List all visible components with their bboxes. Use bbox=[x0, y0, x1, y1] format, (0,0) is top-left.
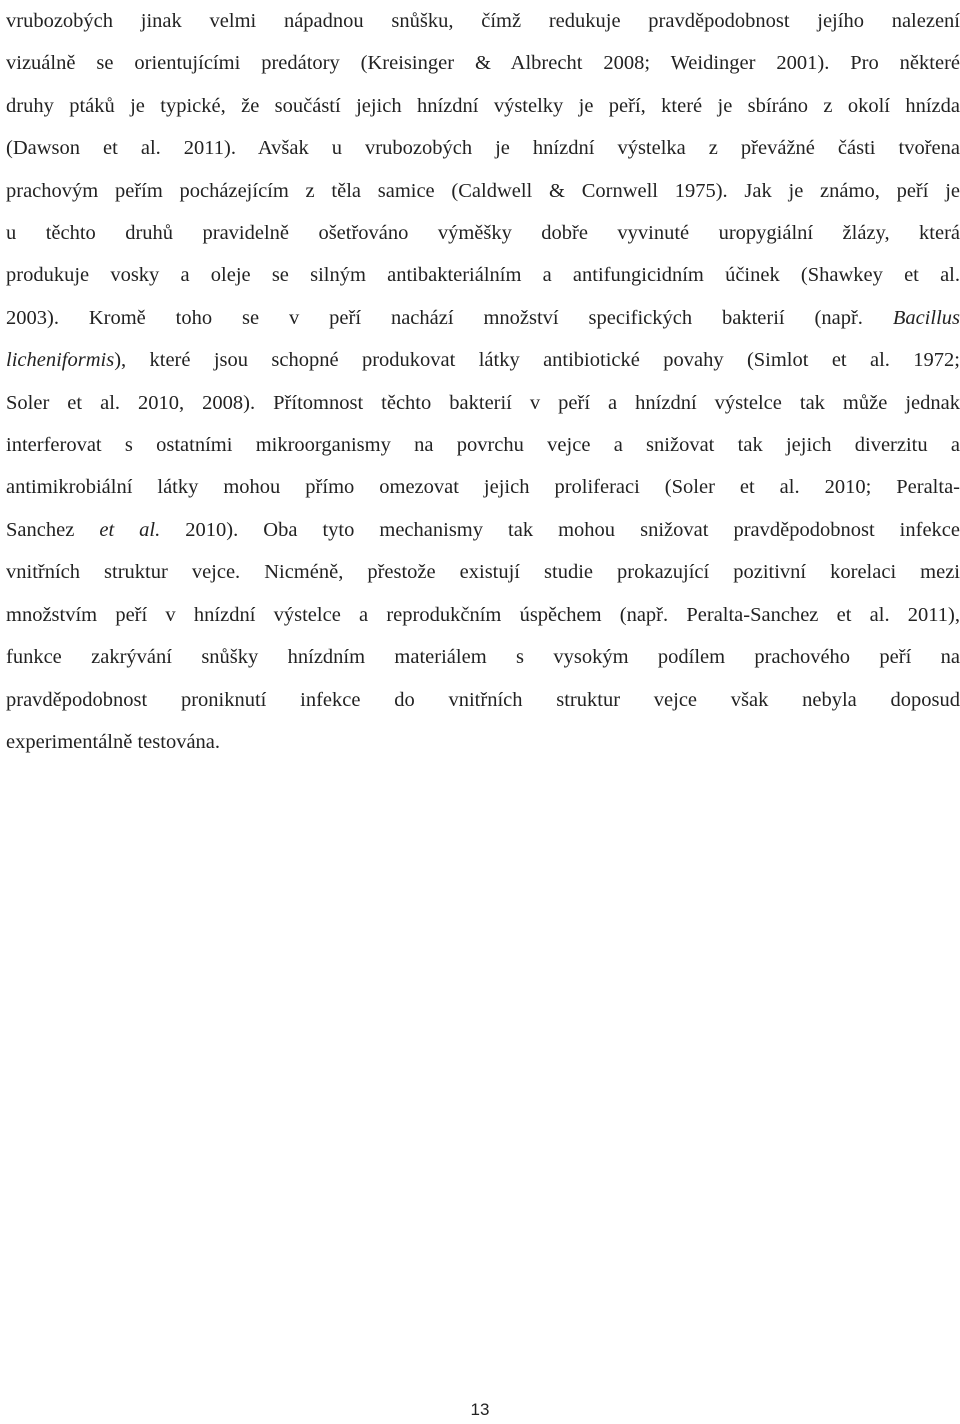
text-segment: vizuálně se orientujícími predátory (Kreisinger & Albrecht 2008; Weidinger 2001). Pro některé bbox=[6, 52, 960, 75]
italic-text: Bacillus bbox=[892, 306, 960, 329]
text-segment: (Dawson et al. 2011). Avšak u vrubozobých je hnízdní výstelka z převážné části tvořena bbox=[6, 137, 960, 160]
text-line bbox=[6, 170, 960, 212]
text-segment: vrubozobých jinak velmi nápadnou snůšku, čímž redukuje pravděpodobnost jejího nalezení bbox=[6, 10, 960, 32]
text-segment: množstvím peří v hnízdní výstelce a reprodukčním úspěchem (např. Peralta-Sanchez et al. 2011), bbox=[6, 603, 960, 626]
text-line bbox=[6, 85, 960, 127]
text-line bbox=[6, 424, 960, 466]
text-segment: produkuje vosky a oleje se silným antibakteriálním a antifungicidním účinek (Shawkey et al. bbox=[6, 264, 960, 287]
text-segment: pravděpodobnost proniknutí infekce do vnitřních struktur vejce však nebyla doposud bbox=[6, 688, 960, 711]
text-segment: interferovat s ostatními mikroorganismy na povrchu vejce a snižovat tak jejich diverzitu a bbox=[6, 434, 960, 457]
text-segment: 2003). Kromě toho se v peří nachází množství specifických bakterií (např. bbox=[6, 306, 893, 329]
text-segment: u těchto druhů pravidelně ošetřováno výměšky dobře vyvinuté uropygiální žlázy, která bbox=[6, 222, 960, 245]
text-segment: vnitřních struktur vejce. Nicméně, přestože existují studie prokazující pozitivní korelaci mezi bbox=[6, 561, 960, 584]
text-line bbox=[6, 297, 960, 339]
text-line bbox=[6, 0, 960, 42]
text-line bbox=[6, 382, 960, 424]
text-segment: druhy ptáků je typické, že součástí jejich hnízdní výstelky je peří, které je sbíráno z okolí hnízda bbox=[6, 94, 960, 117]
body-paragraph bbox=[6, 0, 960, 763]
text-segment: ), které jsou schopné produkovat látky antibiotické povahy (Simlot et al. 1972; bbox=[114, 349, 960, 372]
text-segment: 2010). Oba tyto mechanismy tak mohou snižovat pravděpodobnost infekce bbox=[160, 518, 960, 541]
text-line bbox=[6, 551, 960, 593]
text-line bbox=[6, 212, 960, 254]
text-line bbox=[6, 339, 960, 381]
text-line bbox=[6, 42, 960, 84]
text-line bbox=[6, 509, 960, 551]
text-line bbox=[6, 127, 960, 169]
text-line bbox=[6, 254, 960, 296]
page-number: 13 bbox=[470, 1400, 490, 1419]
text-segment: funkce zakrývání snůšky hnízdním materiálem s vysokým podílem prachového peří na bbox=[6, 646, 960, 669]
text-segment: experimentálně testována. bbox=[6, 730, 221, 753]
text-segment: Soler et al. 2010, 2008). Přítomnost těchto bakterií v peří a hnízdní výstelce tak může jednak bbox=[6, 391, 960, 414]
text-line bbox=[6, 636, 960, 678]
text-segment: prachovým peřím pocházejícím z těla samice (Caldwell & Cornwell 1975). Jak je známo, peří je bbox=[6, 179, 960, 202]
text-line bbox=[6, 679, 960, 721]
text-line bbox=[6, 466, 960, 508]
text-segment: antimikrobiální látky mohou přímo omezovat jejich proliferaci (Soler et al. 2010; Peralta- bbox=[6, 476, 960, 499]
text-line bbox=[6, 721, 960, 763]
text-segment: Sanchez bbox=[6, 518, 100, 541]
italic-text: licheniformis bbox=[6, 349, 115, 372]
italic-text: et al. bbox=[99, 518, 161, 541]
text-line bbox=[6, 594, 960, 636]
